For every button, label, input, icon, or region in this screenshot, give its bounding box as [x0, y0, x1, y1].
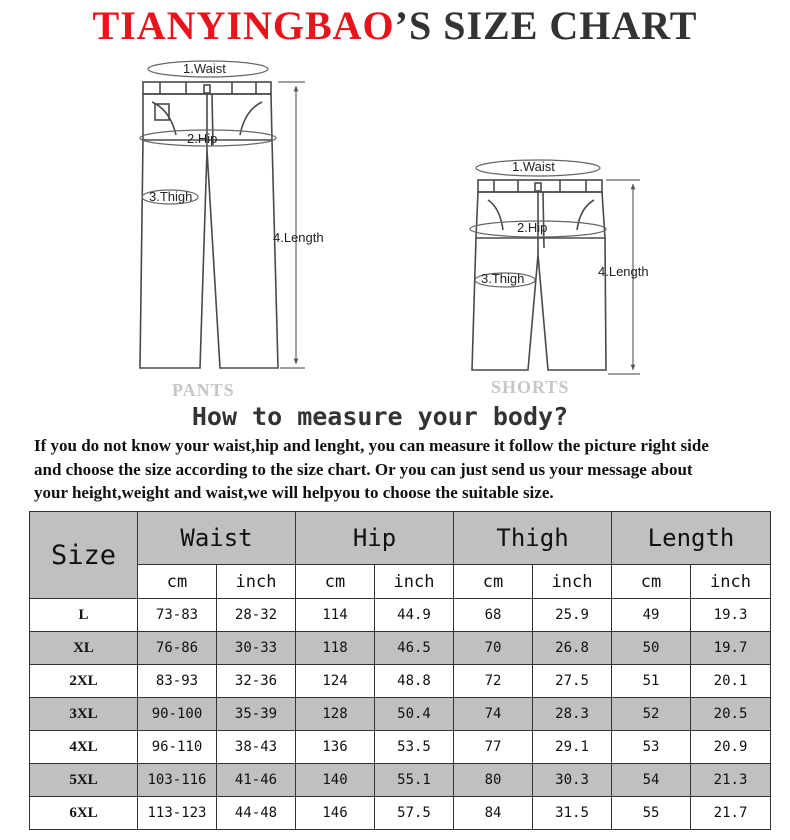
size-cell: XL: [30, 632, 138, 665]
unit-header-row: [30, 565, 771, 599]
value-cell: 113-123: [138, 797, 217, 830]
size-cell: L: [30, 599, 138, 632]
brand-name: TIANYINGBAO: [92, 3, 395, 48]
value-cell: 35-39: [217, 698, 296, 731]
value-cell: 83-93: [138, 665, 217, 698]
value-cell: 103-116: [138, 764, 217, 797]
pants-thigh-label: 3.Thigh: [149, 189, 193, 204]
value-cell: 29.1: [533, 731, 612, 764]
shorts-length-label: 4.Length: [598, 264, 649, 279]
group-header-row: [30, 512, 771, 565]
instruction-line: If you do not know your waist,hip and lenght, you can measure it follow the picture right side: [34, 436, 709, 455]
value-cell: 51: [612, 665, 691, 698]
pants-measure-lines: [140, 61, 305, 368]
shorts-caption: SHORTS: [491, 377, 570, 397]
value-cell: 31.5: [533, 797, 612, 830]
size-cell: 4XL: [30, 731, 138, 764]
value-cell: 30-33: [217, 632, 296, 665]
value-cell: 96-110: [138, 731, 217, 764]
unit-header: inch: [691, 565, 771, 599]
value-cell: 53.5: [375, 731, 454, 764]
table-row: [30, 797, 771, 830]
value-cell: 77: [454, 731, 533, 764]
value-cell: 74: [454, 698, 533, 731]
value-cell: 140: [296, 764, 375, 797]
waist-header: Waist: [138, 512, 296, 565]
unit-header: inch: [533, 565, 612, 599]
unit-header: inch: [217, 565, 296, 599]
value-cell: 57.5: [375, 797, 454, 830]
unit-header: cm: [138, 565, 217, 599]
value-cell: 21.7: [691, 797, 771, 830]
value-cell: 41-46: [217, 764, 296, 797]
value-cell: 28.3: [533, 698, 612, 731]
value-cell: 146: [296, 797, 375, 830]
size-header: Size: [30, 512, 138, 599]
shorts-hip-label: 2.Hip: [517, 220, 548, 235]
table-row: [30, 599, 771, 632]
value-cell: 21.3: [691, 764, 771, 797]
pants-hip-label: 2.Hip: [187, 131, 218, 146]
value-cell: 52: [612, 698, 691, 731]
pants-length-label: 4.Length: [273, 230, 324, 245]
value-cell: 50.4: [375, 698, 454, 731]
value-cell: 49: [612, 599, 691, 632]
pants-illustration: [140, 82, 278, 368]
page-title: [0, 2, 790, 49]
value-cell: 76-86: [138, 632, 217, 665]
value-cell: 44.9: [375, 599, 454, 632]
thigh-header: Thigh: [454, 512, 612, 565]
size-cell: 6XL: [30, 797, 138, 830]
value-cell: 46.5: [375, 632, 454, 665]
value-cell: 80: [454, 764, 533, 797]
value-cell: 114: [296, 599, 375, 632]
title-suffix: ’S SIZE CHART: [394, 3, 698, 48]
table-row: [30, 731, 771, 764]
value-cell: 53: [612, 731, 691, 764]
size-cell: 3XL: [30, 698, 138, 731]
size-cell: 2XL: [30, 665, 138, 698]
value-cell: 19.7: [691, 632, 771, 665]
value-cell: 28-32: [217, 599, 296, 632]
instructions: [34, 434, 774, 505]
value-cell: 48.8: [375, 665, 454, 698]
table-row: [30, 665, 771, 698]
unit-header: inch: [375, 565, 454, 599]
value-cell: 68: [454, 599, 533, 632]
value-cell: 26.8: [533, 632, 612, 665]
value-cell: 25.9: [533, 599, 612, 632]
value-cell: 50: [612, 632, 691, 665]
value-cell: 20.1: [691, 665, 771, 698]
value-cell: 128: [296, 698, 375, 731]
value-cell: 20.5: [691, 698, 771, 731]
value-cell: 90-100: [138, 698, 217, 731]
pants-caption: PANTS: [172, 380, 235, 400]
value-cell: 136: [296, 731, 375, 764]
measure-heading: How to measure your body?: [191, 402, 569, 431]
value-cell: 44-48: [217, 797, 296, 830]
value-cell: 38-43: [217, 731, 296, 764]
table-row: [30, 764, 771, 797]
value-cell: 54: [612, 764, 691, 797]
unit-header: cm: [612, 565, 691, 599]
instruction-line: your height,weight and waist,we will helpyou to choose the suitable size.: [34, 483, 554, 502]
value-cell: 55.1: [375, 764, 454, 797]
unit-header: cm: [454, 565, 533, 599]
shorts-waist-label: 1.Waist: [512, 159, 555, 174]
value-cell: 27.5: [533, 665, 612, 698]
table-row: [30, 698, 771, 731]
instruction-line: and choose the size according to the size chart. Or you can just send us your message about: [34, 459, 693, 479]
length-header: Length: [612, 512, 771, 565]
value-cell: 19.3: [691, 599, 771, 632]
hip-header: Hip: [296, 512, 454, 565]
value-cell: 72: [454, 665, 533, 698]
value-cell: 73-83: [138, 599, 217, 632]
size-chart-table: [29, 511, 771, 830]
unit-header: cm: [296, 565, 375, 599]
measurement-diagrams: [0, 52, 790, 402]
shorts-thigh-label: 3.Thigh: [481, 271, 525, 286]
value-cell: 70: [454, 632, 533, 665]
value-cell: 30.3: [533, 764, 612, 797]
value-cell: 84: [454, 797, 533, 830]
value-cell: 32-36: [217, 665, 296, 698]
value-cell: 118: [296, 632, 375, 665]
table-row: [30, 632, 771, 665]
value-cell: 20.9: [691, 731, 771, 764]
value-cell: 124: [296, 665, 375, 698]
pants-waist-label: 1.Waist: [183, 61, 226, 76]
size-cell: 5XL: [30, 764, 138, 797]
value-cell: 55: [612, 797, 691, 830]
